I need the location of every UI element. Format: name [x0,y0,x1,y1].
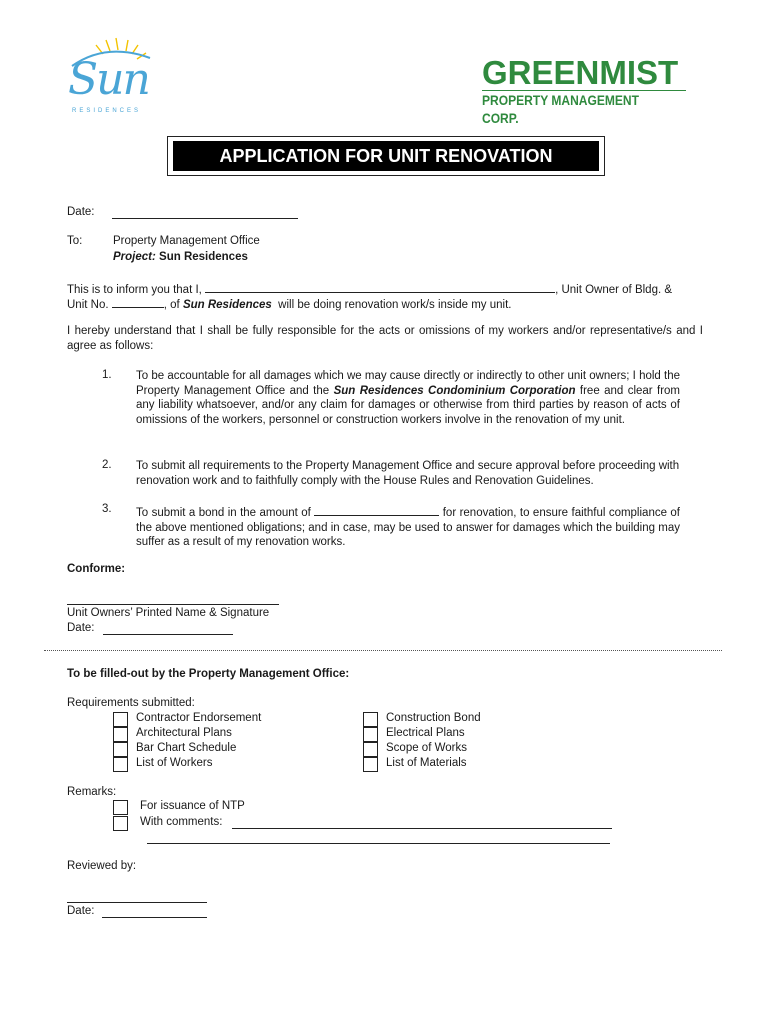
req-left-1: Contractor Endorsement [136,712,262,724]
checkbox-list-of-materials[interactable] [363,757,378,772]
sun-residences-logo [66,36,166,120]
greenmist-logo [482,56,692,127]
item-3 [136,503,680,550]
checkbox-contractor-endorsement[interactable] [113,712,128,727]
unit-no-label: Unit No. [67,299,109,311]
signature-label: Unit Owners’ Printed Name & Signature [67,607,270,619]
item-number-2: 2. [102,459,112,471]
req-left-4: List of Workers [136,757,213,769]
checkbox-with-comments[interactable] [113,816,128,831]
req-left-2: Architectural Plans [136,727,232,739]
inform-text-1: This is to inform you that I, [67,284,202,296]
understand-paragraph: I hereby understand that I shall be fully responsible for the acts or omissions of my workers and/or representative/s and I agree as follows: [67,325,703,352]
reviewer-signature-field[interactable] [67,890,207,903]
item-1-brand: Sun Residences Condominium Corporation [333,384,576,397]
office-heading: To be filled-out by the Property Management Office: [67,668,350,680]
date-label: Date: [67,206,95,218]
inform-text-2: , Unit Owner of Bldg. & [555,284,673,296]
review-date-field[interactable] [102,905,207,918]
checkbox-issuance-ntp[interactable] [113,800,128,815]
reviewed-label: Reviewed by: [67,860,137,872]
remark-comments: With comments: [140,816,223,828]
item-2: To submit all requirements to the Property Management Office and secure approval before proceeding with renovation work and to faithfully comply with the House Rules and Renovation Guidelines. [136,460,680,487]
project-line [113,251,248,263]
page-title: APPLICATION FOR UNIT RENOVATION [173,141,599,171]
conforme-date-label: Date: [67,622,95,634]
checkbox-bar-chart-schedule[interactable] [113,742,128,757]
greenmist-name: GREENMIST [482,54,679,91]
to-recipient: Property Management Office [113,235,260,247]
comments-field-1[interactable] [232,816,612,829]
owner-name-field[interactable] [205,280,555,293]
sun-logo-word: Sun [68,54,149,105]
checkbox-scope-of-works[interactable] [363,742,378,757]
item-3-text-a: To submit a bond in the amount of [136,507,311,519]
greenmist-sub: PROPERTY MANAGEMENT CORP. [482,92,639,126]
checkbox-architectural-plans[interactable] [113,727,128,742]
checkbox-construction-bond[interactable] [363,712,378,727]
unit-no-field[interactable] [112,295,164,308]
checkbox-list-of-workers[interactable] [113,757,128,772]
remark-ntp: For issuance of NTP [140,800,245,812]
bond-amount-field[interactable] [314,503,439,516]
date-field[interactable] [112,206,298,219]
req-right-3: Scope of Works [386,742,467,754]
item-number-1: 1. [102,369,112,381]
section-divider [44,650,722,651]
requirements-label: Requirements submitted: [67,697,195,709]
inform-brand: Sun Residences [182,299,272,311]
item-1-text-a: To be accountable for all damages which we may cause directly or indirectly to other unit owners; I hold the Property Management Office and the [136,370,680,397]
remarks-label: Remarks: [67,786,117,798]
project-label: Project: [113,251,156,263]
conforme-label: Conforme: [67,563,126,575]
checkbox-electrical-plans[interactable] [363,727,378,742]
req-right-4: List of Materials [386,757,467,769]
req-right-2: Electrical Plans [386,727,465,739]
project-name: Sun Residences [159,251,248,263]
req-right-1: Construction Bond [386,712,481,724]
sun-logo-sub: RESIDENCES [72,108,142,114]
item-number-3: 3. [102,503,112,515]
comments-field-2[interactable] [147,831,610,844]
title-box [167,136,605,176]
owner-signature-field[interactable] [67,592,279,605]
inform-line-2 [67,295,707,313]
item-3-text-b: for renovation, to ensure faithful compliance of the above mentioned obligations; and in case, may be used to answer for damages which the building may suffer as a result of my renovation works. [136,507,681,548]
req-left-3: Bar Chart Schedule [136,742,237,754]
conforme-date-field[interactable] [103,622,233,635]
inform-text-4: , of [163,299,180,311]
item-1-text-b: free and clear from any liability whatsoever, and/or any claim for damages or otherwise from third parties by reason of acts of omissions of the workers, personnel or construction workers involve in the renovation of my unit. [136,384,681,426]
inform-text-5: will be doing renovation work/s inside my unit. [278,299,512,311]
item-1 [136,369,680,427]
review-date-label: Date: [67,905,95,917]
to-label: To: [67,235,83,247]
